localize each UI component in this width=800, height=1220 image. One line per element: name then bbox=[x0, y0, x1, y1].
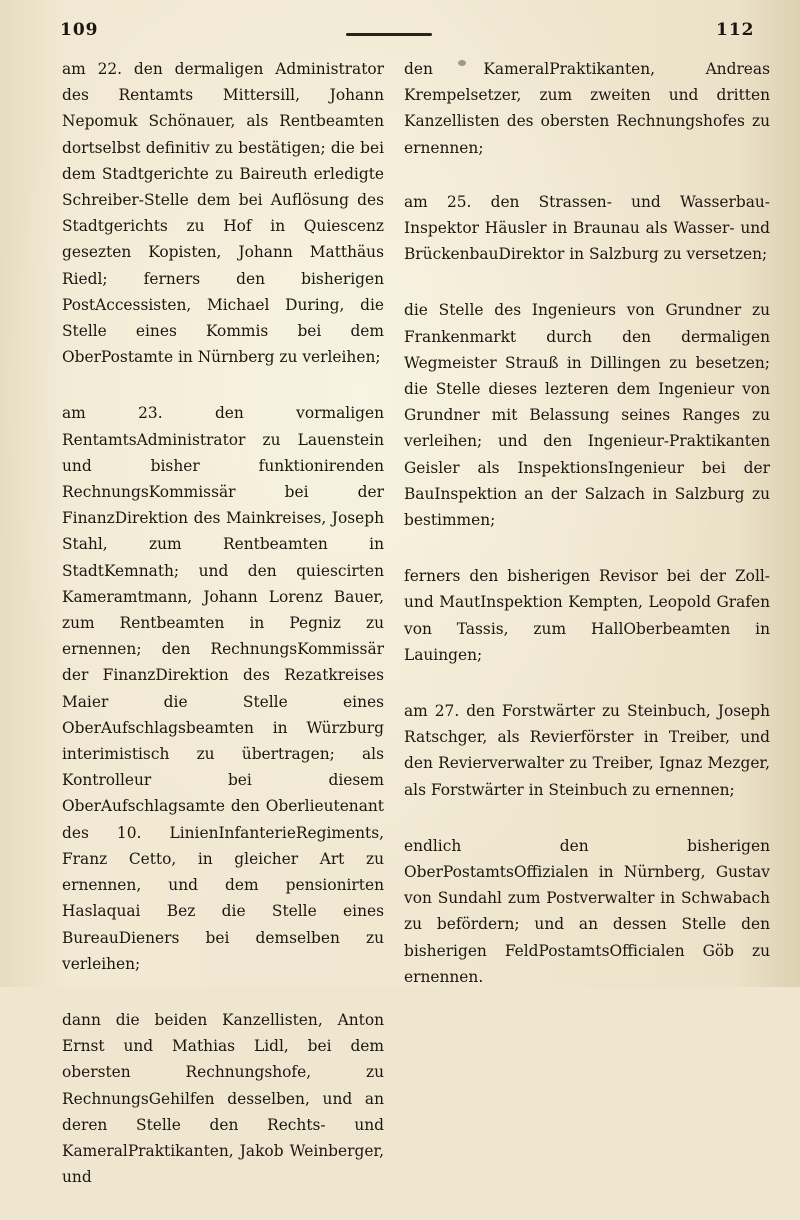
right-column bbox=[404, 56, 770, 1020]
paragraph: am 27. den Forstwärter zu Steinbuch, Joseph Ratschger, als Revierförster in Treiber, und den Revierverwalter zu Treiber, Ignaz Mezger, als Forstwärter in Steinbuch zu ernennen; bbox=[404, 702, 770, 799]
paragraph: den KameralPraktikanten, Andreas Krempelsetzer, zum zweiten und dritten Kanzellisten des obersten Rechnungshofes zu ernennen; bbox=[404, 60, 770, 157]
header-rule bbox=[346, 33, 432, 36]
paragraph: am 22. den dermaligen Administrator des Rentamts Mittersill, Johann Nepomuk Schönauer, als Rentbeamten dortselbst definitiv zu bestätigen; die bei dem Stadtgerichte zu Baireuth erledigte Schreiber-Stelle dem bei Auflösung des Stadtgerichts zu Hof in Quiescenz gesezten Kopisten, Johann Matthäus Riedl; ferners den bisherigen PostAccessisten, Michael During, die Stelle eines Kommis bei dem OberPostamte in Nürnberg zu verleihen; bbox=[62, 60, 384, 367]
left-column bbox=[62, 56, 384, 1220]
paragraph: ferners den bisherigen Revisor bei der Zoll- und MautInspektion Kempten, Leopold Grafen von Tassis, zum HallOberbeamten in Lauingen; bbox=[404, 567, 770, 664]
paragraph: am 23. den vormaligen RentamtsAdministrator zu Lauenstein und bisher funktionirenden RechnungsKommissär bei der FinanzDirektion des Mainkreises, Joseph Stahl, zum Rentbeamten in StadtKemnath; und den quiescirten Kameramtmann, Johann Lorenz Bauer, zum Rentbeamten in Pegniz zu ernennen; den RechnungsKommissär der FinanzDirektion des Rezatkreises Maier die Stelle eines OberAufschlagsbeamten in Würzburg interimistisch zu übertragen; als Kontrolleur bei diesem OberAufschlagsamte den Oberlieutenant des 10. LinienInfanterieRegiments, Franz Cetto, in gleicher Art zu ernennen, und dem pensionirten Haslaquai Bez die Stelle eines BureauDieners bei demselben zu verleihen; bbox=[62, 404, 384, 973]
paragraph: die Stelle des Ingenieurs von Grundner zu Frankenmarkt durch den dermaligen Wegmeister Strauß in Dillingen zu besetzen; die Stelle dieses lezteren dem Ingenieur von Grundner mit Belassung seines Ranges zu verleihen; und den Ingenieur-Praktikanten Geisler als InspektionsIngenieur bei der BauInspektion an der Salzach in Salzburg zu bestimmen; bbox=[404, 301, 770, 530]
right-page-number: 112 bbox=[716, 20, 755, 40]
paragraph: endlich den bisherigen OberPostamtsOffizialen in Nürnberg, Gustav von Sundahl zum Postverwalter in Schwabach zu befördern; und an dessen Stelle den bisherigen FeldPostamtsOfficialen Göb zu ernennen. bbox=[404, 836, 770, 986]
paragraph: am 25. den Strassen- und Wasserbau-Inspektor Häusler in Braunau als Wasser- und BrückenbauDirektor in Salzburg zu versetzen; bbox=[404, 192, 770, 264]
paragraph: dann die beiden Kanzellisten, Anton Ernst und Mathias Lidl, bei dem obersten Rechnungshofe, zu RechnungsGehilfen desselben, und an deren Stelle den Rechts- und KameralPraktikanten, Jakob Weinberger, und bbox=[62, 1010, 384, 1187]
left-page-number: 109 bbox=[60, 20, 99, 40]
